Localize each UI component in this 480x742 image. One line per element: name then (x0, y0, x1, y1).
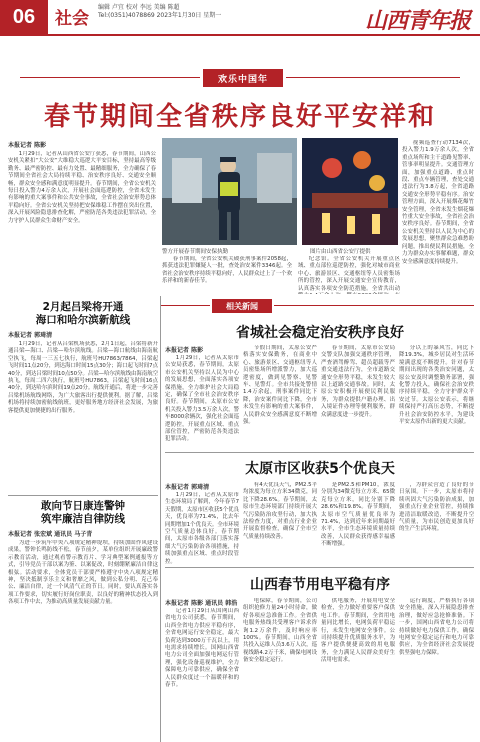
article-power-col2: 电保障，春节期间，公司组织抢修力量24小时待命，做好各项应急准备工作。全省供电服务热线共受理客户诉求咨询1.2万余件，及时响应率100%。春节期间，山西全省共投入运维人员3.6万人次，巡视线路4.2万千米，确保电网设备安全稳定运行。 (243, 598, 317, 664)
article-pm-byline: 本报记者 郭琦清 (165, 484, 210, 491)
city-photo-caption: 图片由山西省公安厅提供 (310, 249, 371, 255)
related-news-tag: 相关新闻 (212, 299, 272, 313)
article-airline-byline: 本报记者 郭琦清 (8, 332, 53, 339)
article-integrity-byline: 本报记者 张宏斌 通讯员 马子青 (8, 531, 93, 538)
page-number: 06 (0, 0, 48, 34)
article-pm-col2: 有4天优良天气，PM2.5平均浓度为每立方米34微克，同比下降28.6%。春节期间，太原市生态环境部门持续开展大气污染防治攻坚行动，加大执法检查力度，对重点行业企业开展监督检查，确保了全市空气质量持续改善。 (243, 482, 317, 540)
section-title: 社会 (55, 9, 89, 29)
feature-body-mid: 春节期间，全省公安机关破获刑事案件2058起，抓获违法犯罪嫌疑人一批，查处治安案件3346起。全省社会治安秩序持续平稳向好，人民群众过上了一个欢乐祥和的新春佳节。 (162, 256, 292, 285)
page-header (0, 0, 480, 36)
feature-headline: 春节期间全省秩序良好平安祥和 (43, 102, 436, 132)
article-stable-col2: 节假日期间，太原公安严格落实安保勤务，在商业中心、旅游景区、交通枢纽等人员密集场所增派警力，加大巡逻密度，做到见警察、见警车、见警灯。全市共接处警情1.4万余起，刑事案件同比下降，治安案件同比下降，全市未发生有影响的重大案事件，人民群众安全感满意度不断增强。 (243, 345, 317, 426)
article-airline-title: 2月起吕梁将开通 海口和哈尔滨新航线 (35, 301, 131, 326)
date-line: Tel:(0351)4078869 2023年1月30日 星期一 (98, 12, 222, 19)
police-photo (162, 138, 297, 245)
banner-rule-left (20, 77, 200, 78)
feature-body-right-bottom: 纪念馆。全省公安机关开展重点区域、重点部位巡逻防控，强化对城市商业中心、旅游景区、交通枢纽等人员密集场所的管控，深入开展交通安全宣传教育，认真落实各项安全防范措施。全省共出动 (298, 256, 400, 292)
article-stable-headline: 省城社会稳定治安秩序良好 (236, 325, 404, 341)
police-photo-image (162, 138, 297, 245)
article-power-col4: 运行调度，严格执行各项安全措施，深入开展隐患排查治理，做好应急抢修准备。下一步，国网山西省电力公司将持续做好电力保供工作，确保电网安全稳定运行和电力可靠供应，为全省经济社会发展提供坚强电力保障。 (399, 598, 474, 656)
article-power-col1: 记者1月29日从国网山西省电力公司获悉，春节期间，山西全省电力供应平稳有序，全省电网运行安全稳定，最大负荷达到3000万千瓦以上，用电需求持续增长。国网山西省电力公司全面加强电网运行管理，强化设备巡视维护，全力保障电力可靠供应，确保全省人民群众度过一个温暖祥和的春节。 (165, 608, 239, 689)
feature-byline: 本报记者 陈影 (8, 142, 47, 149)
sidebar-separator (8, 495, 158, 496)
article-stable-byline: 本报记者 陈影 (165, 347, 204, 354)
stable-separator (165, 452, 474, 453)
article-integrity-body: 为进一步筑牢中央八项规定精神堤坝，持续加固作风建设成果，警钟长鸣防线不松，春节前夕，某单位组织开展廉政警示教育活动，通过观看警示教育片、学习典型案例通报等方式，引导党员干部以案为鉴、以案促改，时刻绷紧廉洁自律这根弦。活动要求，全体党员干部要严格遵守中央八项规定精神，坚决抵制享乐主义和奢靡之风，做到公私分明、克己奉公、廉洁自律，过一个风清气正的节日。同时，要认真落实各项工作要求，切实履行好岗位职责，以良好的精神状态投入到各项工作中去，为推动高质量发展贡献力量。 (8, 540, 158, 606)
feature-body-far-right: 视频巡查行动7134次，投入警力1.9万余人次，全省重点场所和主干道路见警率、管事率明显提升。交通管理方面，加强重点道路、重点时段、重点车辆管理，查处交通违法行为3.8万起，全省道路交通安全形势平稳有序。治安管理方面，深入开展烟花爆竹安全管理，全省未发生烟花爆竹重大安全事故，全省社会治安秩序良好。春节期间，全省公安机关坚持以人民为中心的发展思想，聚焦群众急难愁盼问题，推出便民利民措施，全力为群众办实事解难题，群众安全感满意度持续提升。 (402, 140, 474, 265)
city-night-photo (302, 138, 398, 245)
article-pm-col4: ，为群众营造了良好的节日氛围。下一步，太原市将持续巩固大气污染防治成果，加强重点行业企业管控，持续推进清洁取暖改造，不断提升空气质量，为市民创造更加良好的生产生活环境。 (399, 482, 474, 533)
article-stable-col3: 春节期间，太原市公安局交警支队加强交通秩序管理，严查酒驾醉驾、超员超载等严重交通违法行为，全市道路交通安全形势平稳，未发生较大以上道路交通事故。同时，太原公安积极开展便民利民服务，为群众提供户籍办理、出入境证件办理等便利服务，群众满意度进一步提升。 (321, 345, 395, 418)
feature-body-left: 1月29日，记者从山西省公安厅获悉，春节期间，山西公安机关紧扣“大公安”大维稳大巡逻大平安目标，坚持最高等级勤务、最严密防控、最有力处置、最精细服务，全力确保了春节期间全省社会大局持续平稳、治安秩序良好、交通安全顺畅，群众安全感和满意度明显提升。春节期间，全省公安机关每日投入警力4万余人次，开展社会面巡逻防控，全省未发生有影响的重大案事件和公共安全事故，全省社会治安形势总体平稳向好。全省公安机关坚持把安保维稳工作摆在突出位置，深入开展风险隐患排查化解，严密防范各类违法犯罪活动，全力守护人民群众生命财产安全。 (8, 151, 156, 224)
article-power-byline: 本报记者 陈影 通讯员 韩浩 (165, 600, 238, 607)
article-stable-col1: 1月29日，记者从太原市公安局获悉，春节期间，太原市公安机关坚持以人民为中心的发展思想，全面落实各项安保措施，全力维护社会大局稳定，确保了全市社会治安秩序良好。春节期间，太原市公安机关投入警力3.5万余人次，警车8000余辆次，强化社会面巡逻防控，开展重点区域、重点部位管控，严密防范各类违法犯罪活动。 (165, 355, 239, 443)
article-pm-col1: 1月29日，记者从太原市生态环境局了解到，今年春节7天假期，太原市区收获5个优良天，优良率为71.4%，比去年同期增加1个优良天。全市环境空气质量总体良好。春节期间，太原市各级各部门落实落细大气污染防治各项措施，持续加强重点区域、重点时段管控。 (165, 492, 239, 564)
article-airline-body: 1月29日，记者从吕梁机场获悉，2月1日起，吕梁将新开通吕梁—海口、吕梁—哈尔滨航线。吕梁—海口航线由海南航空执飞，每周一三五七执行，航班号HU7863/7864，吕梁起飞时间11点20分，到达海口时间15点30分；海口起飞时间7点40分，到达吕梁时间10点50分。吕梁—哈尔滨航线由海南航空执飞，每周二四六执行，航班号HU7863，吕梁起飞时间16点40分，到达哈尔滨时间19点20分。航线开通后，将进一步完善吕梁机场航线网络，为广大旅客出行提供便利。据了解，吕梁机场将持续加密航线航班，更好服务地方经济社会发展，为旅客提供更加便捷的出行服务。 (8, 341, 158, 414)
article-integrity-title: 敢向节日康连警钟 筑牢廉洁自律防线 (41, 500, 125, 525)
article-power-col3: 供电服务，开展用电安全检查，全力做好重要客户保供电工作。春节期间，全省用电量同比增长，电网负荷平稳运行，未发生电网安全事件。公司持续提升优质服务水平，为客户提供便捷高效的用电服务，全力满足人民群众美好生活用电需求。 (321, 598, 395, 664)
feature-banner: 欢乐中国年 (203, 69, 283, 87)
city-night-image (302, 138, 398, 245)
article-pm-col3: 是PM2.5和PM10，浓度分别为34微克每立方米、65微克每立方米，同比分别下降28.6%和19.8%。春节期间，太原市空气质量优良率为71.4%，达到近年来同期最好水平，全市生态环境质量持续改善，人民群众获得感幸福感不断增强。 (321, 482, 395, 548)
article-stable-col4: 分以上的暴风雪，同比下降19.3%，城乡居民对生活环境满意度不断提升。针对春节期间出现的各类治安问题，太原公安及时调整勤务部署，强化警力投入，确保社会治安秩序持续平稳，全力守护群众平安过节。太原公安表示，将继续保持严打高压态势，不断提升社会治安防控水平，为建设平安太原作出新的更大贡献。 (399, 345, 474, 426)
newspaper-logo: 山西青年报 (364, 8, 470, 34)
header-meta (98, 4, 238, 20)
article-pm-headline: 太原市区收获5个优良天 (245, 461, 395, 477)
related-rule-right (274, 305, 474, 306)
article-power-headline: 山西春节用电平稳有序 (250, 577, 390, 593)
pm-separator (165, 567, 474, 568)
banner-rule-right (286, 77, 460, 78)
police-photo-caption: 警方开展春节期间安保执勤 (162, 249, 229, 255)
sidebar-divider (160, 296, 161, 742)
editor-line: 编辑 卢宜 校对 李远 美编 陈超 (98, 4, 180, 11)
related-rule-left (160, 305, 210, 306)
